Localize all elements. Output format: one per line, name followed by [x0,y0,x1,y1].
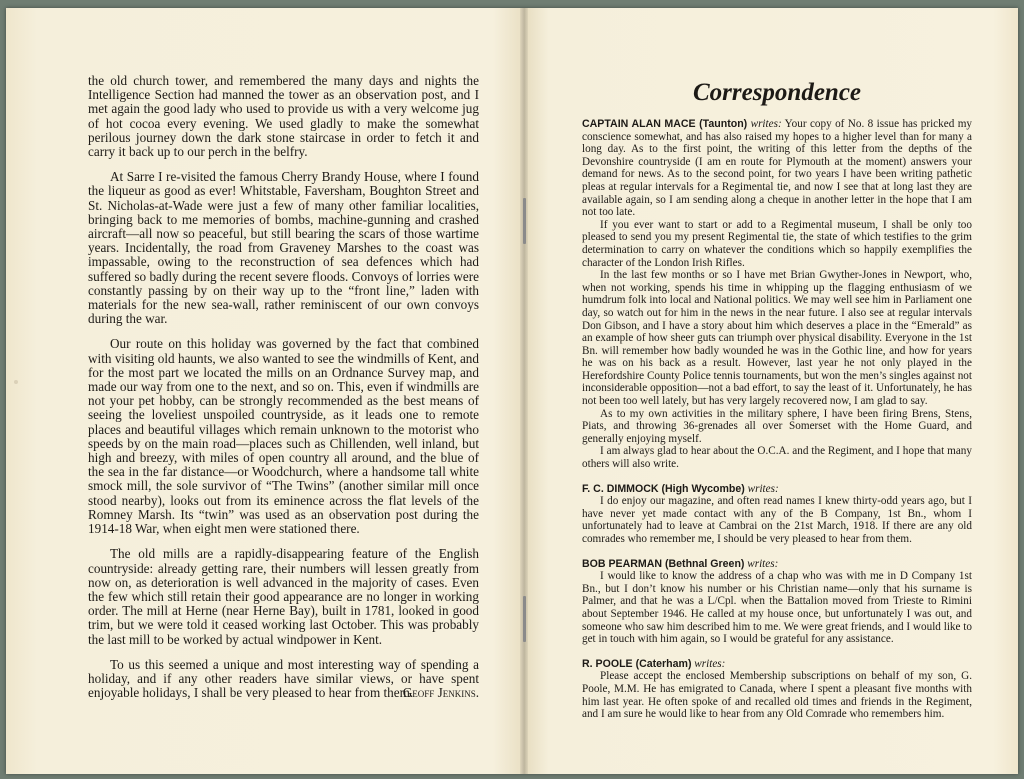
letter-author: CAPTAIN ALAN MACE (Taunton) [582,118,748,130]
letter-paragraph: I am always glad to hear about the O.C.A. and the Regiment, and I hope that many others will also write. [582,445,972,471]
letter-author: BOB PEARMAN (Bethnal Green) [582,557,745,570]
letter-paragraph: I do enjoy our magazine, and often read names I knew thirty-odd years ago, but I have never yet made contact with any of the B Company, 1st Bn., whom I unfortunately had to leave at Cambrai on the 21st March, 1918. If there are any old comrades who remember me, I should be very pleased to hear from them. [582,495,972,545]
letter-paragraph: If you ever want to start or add to a Regimental museum, I shall be only too pleased to send you my present Regimental tie, the state of which testifies to the grim determination to carry on whatever the conditions which so happily exemplifies the character of the London Irish Rifles. [582,218,972,269]
letter-paragraph: I would like to know the address of a chap who was with me in D Company 1st Bn., but I don’t know his number or his Christian name—only that his surname is Palmer, and that he was a L/Cpl. when the Battalion moved from Trieste to Rimini about September 1946. He called at my house once, but unfortunately I was out, and someone who saw him described him to me. We were great friends, and I would like to get in touch with him again, so I would be grateful for any assistance. [582,570,972,646]
letter-paragraph: As to my own activities in the military sphere, I have been firing Brens, Stens, Piats, and throwing 36-grenades all over Somerset with the Home Guard, and generally enjoying myself. [582,407,972,445]
letter-pearman [582,558,972,646]
left-paragraph-3: Our route on this holiday was governed by the fact that combined with visiting old haunts, we also wanted to see the windmills of Kent, and for the most part we located the mills on an Ordnance Survey map, and made our way from one to the next, and so on. This, even if windmills are not your pet hobby, can be strongly recommended as the best means of seeing the loveliest unspoiled countryside, as it leads one to remote places and beautiful villages which remain unknown to the motorist who speeds by on the main road—places such as Chillenden, well inland, but high and breezy, with miles of open country all around, and the blue of the sea in the far distance—or Woodchurch, where a handsome tall white smock mill, the sole survivor of “The Twins” (another similar mill once stood nearby), looks out from its eminence across the flat levels of the Romney Marsh. Its “twin” was used as an observation post during the 1914-18 War, when eight men were stationed there. [88,336,479,537]
section-heading: Correspondence [692,79,862,106]
letter-writes: writes: [750,118,782,130]
correspondence-column [582,78,972,733]
letter-paragraph: Please accept the enclosed Membership subscriptions on behalf of my son, G. Poole, M.M. He has emigrated to Canada, where I spent a pleasant five months with him last year. He often spoke of and recalled old times and friends in the Regiment, and I am sure he would like to hear from any Old Comrade who remembers him. [582,670,972,721]
letter-writes: writes: [747,482,779,495]
letter-author: F. C. DIMMOCK (High Wycombe) [582,482,745,495]
left-paragraph-1: the old church tower, and remembered the many days and nights the Intelligence Section had manned the tower as an observation post, and I met again the good lady who used to provide us with a very welcome jug of hot cocoa every evening. We used gladly to make the somewhat perilous journey down the dark stone staircase in order to fetch it and carry it back up to our perch in the belfry. [88,73,479,160]
letter-author: R. POOLE (Caterham) [582,657,692,670]
letter-paragraph: Your copy of No. 8 issue has pricked my conscience somewhat, and has also raised my hopes to a higher level than for many a long day. As to the first point, the writing of this letter from the depths of the Devonshire countryside (I am en route for Plymouth at the moment) answers your demand for news. As to the second point, for two years I have been writing pathetic pleas at regular intervals for a Regimental tie, and now I see that at long last they are available again, so I am sending along a cheque in another letter in the hope that I am not too late. [582,118,972,219]
left-page [6,8,524,774]
booklet-spread [6,8,1018,774]
letter-paragraph: In the last few months or so I have met Brian Gwyther-Jones in Newport, who, when not working, spends his time in whipping up the flagging enthusiasm of we humdrum folk into local and National politics. We may well see him in Parliament one day, so watch out for him in the news in the near future. I also see at regular intervals Don Gibson, and I have a story about him which deserves a place in the “Emerald” as an example of how sheer guts can triumph over physical disability. Everyone in the 1st Bn. will remember how badly wounded he was in the Gothic line, and how for years he was on his back as a result. However, last year he not only played in the Herefordshire County Police tennis tournaments, but won the men’s singles against not inconsiderable opposition—not a bad effort, to say the least of it. Unfortunately, he has not been too well lately, but has very largely recovered now, I am glad to say. [582,269,972,408]
left-paragraph-2: At Sarre I re-visited the famous Cherry Brandy House, where I found the liqueur as good as ever! Whitstable, Faversham, Boughton Street and St. Nicholas-at-Wade were just a few of many other familiar localities, bringing back to me memories of bombs, machine-gunning and crashed aircraft—all now so peaceful, but still bearing the scars of those wartime years. Incidentally, the road from Graveney Marshes to the coast was impassable, owing to the reconstruction of sea defences which had suffered so badly during the recent severe floods. Convoys of lorries were constantly passing by on their way up to the “front line,” laden with materials for the new sea-wall, rather reminiscent of our own convoys during the war. [88,169,479,327]
left-paragraph-4: The old mills are a rapidly-disappearing feature of the English countryside: already getting rare, their numbers will lessen greatly from now on, as deterioration is well advanced in the majority of cases. Even the few which still retain their good appearance are no longer in working order. The mill at Herne (near Herne Bay), built in 1781, looked in good trim, but we were told it ceased working last October. This was probably the last mill to be worked by actual windpower in Kent. [88,546,479,647]
letter-writes: writes: [694,657,726,670]
paper-speck [14,380,18,384]
staple-bottom [523,596,526,642]
letter-writes: writes: [747,557,779,570]
author-signature: Geoff Jenkins. [402,685,479,701]
staple-top [523,198,526,244]
letter-poole [582,658,972,721]
spine-gutter [520,8,528,774]
letter-mace [582,118,972,471]
left-page-text [88,74,479,701]
left-paragraph-5: To us this seemed a unique and most interesting way of spending a holiday, and if any other readers have similar views, or have spent enjoyable holidays, I shall be very pleased to hear from them. [88,656,479,701]
letter-dimmock [582,483,972,546]
